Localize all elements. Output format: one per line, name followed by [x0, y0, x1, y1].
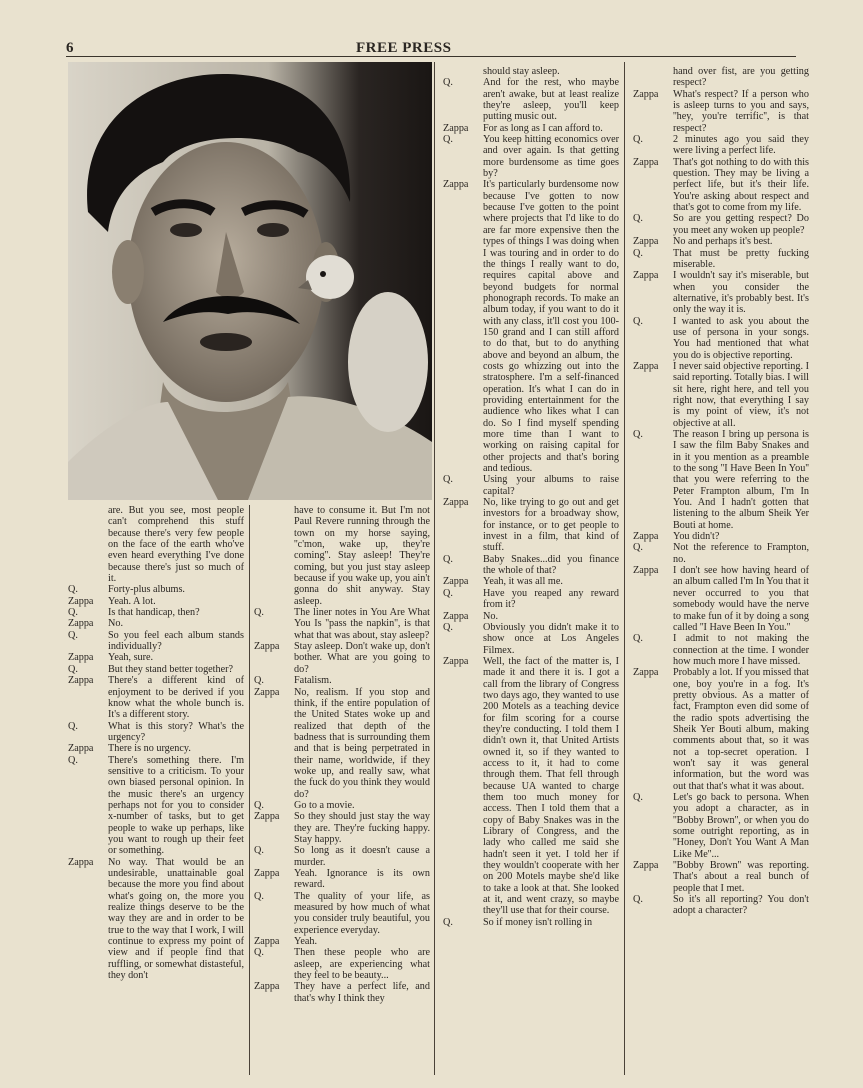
speaker-label: Q.: [443, 134, 453, 146]
exchange-text: No, realism. If you stop and think, if the entire population of the United States woke up and realized that depth of the badness that is surrounding them and that is being perpetrated in their name, worldwide, if they woke up, and really saw, what the fuck do you think they would do?: [294, 686, 430, 800]
speaker-label: Zappa: [254, 868, 280, 879]
exchange-text: I wouldn't say it's miserable, but when you consider the alternative, it's probably best. It's only the way it is.: [673, 270, 809, 316]
speaker-label: Q.: [254, 947, 264, 959]
exchange-text: Go to a movie.: [294, 799, 355, 811]
interview-exchange: [443, 179, 619, 474]
speaker-label: Zappa: [68, 595, 94, 607]
exchange-text: Obviously you didn't make it to show once at Los Angeles Filmex.: [483, 621, 619, 656]
speaker-label: Q.: [633, 134, 643, 146]
speaker-label: Q.: [68, 584, 78, 596]
exchange-text: That must be pretty fucking miserable.: [673, 247, 809, 270]
publication-name: FREE PRESS: [356, 40, 452, 56]
exchange-text: Fatalism.: [294, 675, 332, 687]
speaker-label: Q.: [254, 890, 264, 902]
speaker-label: Q.: [633, 315, 643, 327]
speaker-label: Zappa: [633, 565, 659, 577]
interview-exchange: [633, 213, 809, 236]
exchange-text: You didn't?: [673, 531, 720, 543]
speaker-label: Q.: [443, 916, 453, 928]
speaker-label: Zappa: [443, 655, 469, 667]
exchange-text: So you feel each album stands individually?: [108, 629, 244, 653]
speaker-label: [254, 505, 294, 607]
interview-exchange: [633, 270, 809, 315]
speaker-label: Q.: [633, 429, 643, 440]
interview-exchange: [68, 584, 244, 595]
interview-exchange: [633, 633, 809, 667]
interview-exchange: [443, 77, 619, 122]
exchange-text: Let's go back to persona. When you adopt a character, as in ''Bobby Brown'', or when you do some outright reporting, as in ''Honey, Don't You Want A Man Like Me''...: [673, 792, 809, 860]
speaker-label: Q.: [254, 799, 264, 811]
interview-exchange: [254, 505, 430, 607]
exchange-text: No way. That would be an undesirable, unattainable goal because the more you find about what's going on, the more you realize things deserve to be the way they are and in order to be true to the way that I work, I will continue to express my point of view and if people find that ruffling, or somewhat distasteful, they don't: [108, 856, 244, 982]
interview-exchange: [443, 576, 619, 587]
exchange-text: So it's all reporting? You don't adopt a character?: [673, 894, 809, 917]
speaker-label: Zappa: [68, 618, 94, 630]
interview-exchange: [633, 429, 809, 531]
interview-exchange: [68, 596, 244, 607]
interview-exchange: [254, 675, 430, 686]
interview-exchange: [633, 134, 809, 157]
interview-exchange: [633, 565, 809, 633]
exchange-text: I never said objective reporting. I said reporting. Totally bias. I will sit here, right here, and tell you right now, that everything I say is my point of view, it's not objective at all.: [673, 360, 809, 429]
interview-exchange: [633, 316, 809, 361]
interview-exchange: [68, 630, 244, 653]
interview-exchange: [633, 667, 809, 792]
interview-exchange: [443, 497, 619, 554]
interview-exchange: [68, 664, 244, 675]
exchange-text: Not the reference to Frampton, no.: [673, 542, 809, 565]
speaker-label: Zappa: [633, 667, 659, 679]
interview-exchange: [633, 361, 809, 429]
speaker-label: Zappa: [443, 179, 469, 191]
interview-exchange: [633, 66, 809, 89]
speaker-label: Q.: [254, 607, 264, 619]
exchange-text: Is that handicap, then?: [108, 607, 200, 619]
speaker-label: Q.: [443, 77, 453, 89]
interview-exchange: [443, 656, 619, 917]
interview-exchange: [254, 891, 430, 936]
exchange-text: The reason I bring up persona is I saw the film Baby Snakes and in it you mention as a preamble to the song ''I Have Been In You'' that you were referring to the Peter Frampton album, I'm In You. And I hadn't gotten that listening to the album Sheik Yer Bouti at home.: [673, 429, 809, 531]
interview-exchange: [254, 800, 430, 811]
exchange-text: No.: [108, 618, 123, 630]
exchange-text: Using your albums to raise capital?: [483, 474, 619, 497]
exchange-text: Yeah, sure.: [108, 652, 154, 664]
interview-exchange: [633, 236, 809, 247]
interview-exchange: [68, 618, 244, 629]
interview-exchange: [443, 134, 619, 179]
exchange-text: Baby Snakes...did you finance the whole of that?: [483, 553, 619, 577]
speaker-label: Q.: [254, 675, 264, 687]
interview-exchange: [254, 687, 430, 800]
interview-exchange: [633, 248, 809, 271]
speaker-label: Q.: [633, 247, 643, 259]
speaker-label: Q.: [633, 542, 643, 554]
speaker-label: Q.: [443, 621, 453, 633]
speaker-label: [68, 505, 108, 584]
speaker-label: Zappa: [633, 88, 659, 100]
page-number: 6: [66, 40, 74, 56]
exchange-text: Yeah.: [294, 936, 318, 948]
exchange-text: So if money isn't rolling in: [483, 916, 593, 928]
exchange-text: There's something there. I'm sensitive to a criticism. To your own biased personal opinion. In the music there's an urgency perhaps not for you to consider x-number of tasks, but to get people to wake up perhaps, like you want to rough up their feet or something.: [108, 754, 244, 857]
speaker-label: Q.: [68, 754, 78, 766]
exchange-text: For as long as I can afford to.: [483, 122, 603, 134]
speaker-label: Q.: [633, 213, 643, 225]
speaker-label: Zappa: [254, 981, 280, 993]
speaker-label: Zappa: [254, 686, 280, 698]
interview-exchange: [68, 743, 244, 754]
interview-exchange: [68, 721, 244, 744]
speaker-label: Zappa: [633, 360, 659, 372]
exchange-text: hand over fist, are you getting respect?: [673, 66, 809, 89]
exchange-text: There is no urgency.: [108, 743, 191, 755]
interview-exchange: [68, 505, 244, 584]
exchange-text: Yeah. A lot.: [108, 595, 156, 607]
exchange-text: 2 minutes ago you said they were living a perfect life.: [673, 134, 809, 157]
exchange-text: Yeah. Ignorance is its own reward.: [294, 868, 430, 891]
exchange-text: have to consume it. But I'm not Paul Revere running through the town on my horse saying, ''c'mon, wake up, they're coming''. Stay asleep! They're coming, but you just stay asleep because if you wake up, you ain't gonna do shit anyway. Stay asleep.: [294, 505, 430, 607]
column-rule: [249, 505, 250, 1075]
interview-exchange: [68, 755, 244, 857]
exchange-text: Forty-plus albums.: [108, 584, 185, 596]
interview-exchange: [443, 917, 619, 928]
speaker-label: Q.: [254, 845, 264, 857]
interview-exchange: [633, 792, 809, 860]
column-rule: [434, 62, 435, 1075]
speaker-label: Zappa: [68, 856, 94, 868]
speaker-label: Q.: [443, 474, 453, 486]
exchange-text: But they stand better together?: [108, 663, 234, 675]
speaker-label: Q.: [633, 894, 643, 906]
speaker-label: Zappa: [633, 270, 659, 282]
exchange-text: It's particularly burdensome now because I've gotten to now because I've gotten to the point where projects that I'd like to do are far more expensive then the types of things I was doing when I was touring and in order to do the things I really want to do, requires capital above and beyond budgets for normal phonograph records. To make an album today, if you want to do it with any class, it'll cost you 100-150 grand and I can still afford to do that, but to do anything above and beyond an album, the costs go whizzing out into the stratosphere. I'm a self-financed operation. It's what I can do in providing entertainment for the audience who likes what I can do. So I find myself spending more time than I want to working on raising capital for other projects and that's boring and tedious.: [483, 179, 619, 475]
interview-exchange: [68, 652, 244, 663]
interview-exchange: [633, 157, 809, 214]
speaker-label: Zappa: [254, 936, 280, 948]
exchange-text: No, like trying to go out and get investors for a broadway show, for instance, or to get people to invest in a film, that kind of stuff.: [483, 497, 619, 554]
interview-exchange: [633, 860, 809, 894]
exchange-text: ''Bobby Brown'' was reporting. That's about a real bunch of people that I met.: [673, 860, 809, 894]
speaker-label: Zappa: [633, 860, 659, 872]
exchange-text: are. But you see, most people can't comprehend this stuff because there's very few people on the face of the earth who've even heard everything I've done because there's just so much of it.: [108, 505, 244, 585]
interview-exchange: [633, 894, 809, 917]
exchange-text: The liner notes in You Are What You Is ''pass the napkin'', is that what that was about, stay asleep?: [294, 607, 430, 641]
speaker-label: Zappa: [633, 156, 659, 168]
interview-exchange: [68, 607, 244, 618]
interview-exchange: [443, 123, 619, 134]
header-rule: [66, 56, 796, 57]
exchange-text: Well, the fact of the matter is, I made it and there it is. I got a call from the library of Congress two days ago, they wanted to use 200 Motels as a teaching device for film scoring for a course they're conducting. I told them I didn't own it, that United Artists owned it, so if they wanted to access to it, it had to come through them. That fell through because UA wanted to charge them too much money for access. Then I told them that a copy of Baby Snakes was in the Library of Congress, and the lady who called me said she hadn't seen it yet. I told her if they wouldn't cooperate with her on 200 Motels maybe she'd like to take a look at that. She looked at it, and went crazy, so maybe they'll use that for their course.: [483, 655, 619, 917]
speaker-label: [633, 66, 673, 89]
interview-exchange: [443, 474, 619, 497]
exchange-text: And for the rest, who maybe aren't awake, but at least realize they're asleep, you'll keep putting music out.: [483, 77, 619, 123]
speaker-label: Zappa: [443, 122, 469, 134]
article-column-3: [443, 66, 619, 928]
exchange-text: Probably a lot. If you missed that one, boy you're in a fog. It's pretty obvious. As a matter of fact, Frampton even did some of the radio spots advertising the Sheik Yer Bouti album, making comments about that, so it was not a top-secret operation. I won't say it was general information, but the word was out that that's what it was about.: [673, 667, 809, 792]
exchange-text: They have a perfect life, and that's why I think they: [294, 981, 430, 1004]
interview-exchange: [254, 981, 430, 1004]
speaker-label: Q.: [443, 587, 453, 599]
interview-exchange: [254, 641, 430, 675]
exchange-text: Have you reaped any reward from it?: [483, 587, 619, 611]
speaker-label: Zappa: [633, 236, 659, 248]
exchange-text: I wanted to ask you about the use of persona in your songs. You had mentioned that what you do is objective reporting.: [673, 315, 809, 361]
portrait-photo-icon: [68, 62, 432, 500]
exchange-text: Yeah, it was all me.: [483, 576, 563, 588]
speaker-label: Q.: [68, 607, 78, 619]
speaker-label: Zappa: [254, 811, 280, 823]
interview-exchange: [254, 845, 430, 868]
interview-exchange: [254, 811, 430, 845]
speaker-label: Q.: [68, 663, 78, 675]
speaker-label: Zappa: [443, 610, 469, 622]
exchange-text: Stay asleep. Don't wake up, don't bother. What are you going to do?: [294, 641, 430, 675]
speaker-label: Q.: [443, 553, 453, 565]
exchange-text: What's respect? If a person who is asleep turns to you and says, ''hey, you're terrific'', is that respect?: [673, 88, 809, 134]
speaker-label: Q.: [68, 720, 78, 732]
article-column-2: [254, 505, 430, 1004]
exchange-text: I admit to not making the connection at the time. I wonder how much more I have missed.: [673, 633, 809, 667]
interview-exchange: [254, 607, 430, 641]
exchange-text: I don't see how having heard of an album called I'm In You that it never occurred to you that somebody would have the nerve to make fun of it by doing a song called ''I Have Been In You.'': [673, 565, 809, 633]
exchange-text: So long as it doesn't cause a murder.: [294, 845, 430, 868]
interview-exchange: [254, 936, 430, 947]
interview-exchange: [633, 89, 809, 134]
exchange-text: What is this story? What's the urgency?: [108, 720, 244, 743]
speaker-label: Zappa: [443, 497, 469, 509]
interview-exchange: [633, 542, 809, 565]
interview-exchange: [443, 66, 619, 77]
speaker-label: Zappa: [443, 576, 469, 588]
interview-exchange: [443, 611, 619, 622]
exchange-text: So are you getting respect? Do you meet any woken up people?: [673, 213, 809, 236]
interview-exchange: [254, 947, 430, 981]
article-column-1: [68, 505, 244, 981]
column-rule: [624, 62, 625, 1075]
exchange-text: Then these people who are asleep, are experiencing what they feel to be beauty...: [294, 947, 430, 982]
exchange-text: No and perhaps it's best.: [673, 236, 773, 248]
portrait-photo: [68, 62, 432, 500]
speaker-label: Zappa: [68, 652, 94, 664]
exchange-text: That's got nothing to do with this question. They may be living a perfect life, but it's their life. You're asking about respect and that's got to come from my life.: [673, 156, 809, 214]
exchange-text: You keep hitting economics over and over again. Is that getting more burdensome as time goes by?: [483, 134, 619, 180]
exchange-text: There's a different kind of enjoyment to be derived if you know what the whole bunch is. It's a different story.: [108, 675, 244, 721]
speaker-label: Zappa: [254, 641, 280, 653]
interview-exchange: [443, 554, 619, 577]
speaker-label: Zappa: [633, 531, 659, 543]
speaker-label: [443, 66, 483, 77]
interview-exchange: [68, 675, 244, 720]
exchange-text: So they should just stay the way they are. They're fucking happy. Stay happy.: [294, 811, 430, 845]
speaker-label: Q.: [633, 633, 643, 645]
speaker-label: Q.: [68, 629, 78, 641]
interview-exchange: [254, 868, 430, 891]
speaker-label: Zappa: [68, 743, 94, 755]
interview-exchange: [443, 622, 619, 656]
article-column-4: [633, 66, 809, 917]
speaker-label: Zappa: [68, 675, 94, 687]
interview-exchange: [68, 857, 244, 982]
interview-exchange: [633, 531, 809, 542]
exchange-text: No.: [483, 610, 498, 622]
exchange-text: The quality of your life, as measured by how much of what you consider truly beautiful, you experience everyday.: [294, 890, 430, 936]
interview-exchange: [443, 588, 619, 611]
speaker-label: Q.: [633, 792, 643, 803]
exchange-text: should stay asleep.: [483, 66, 560, 77]
